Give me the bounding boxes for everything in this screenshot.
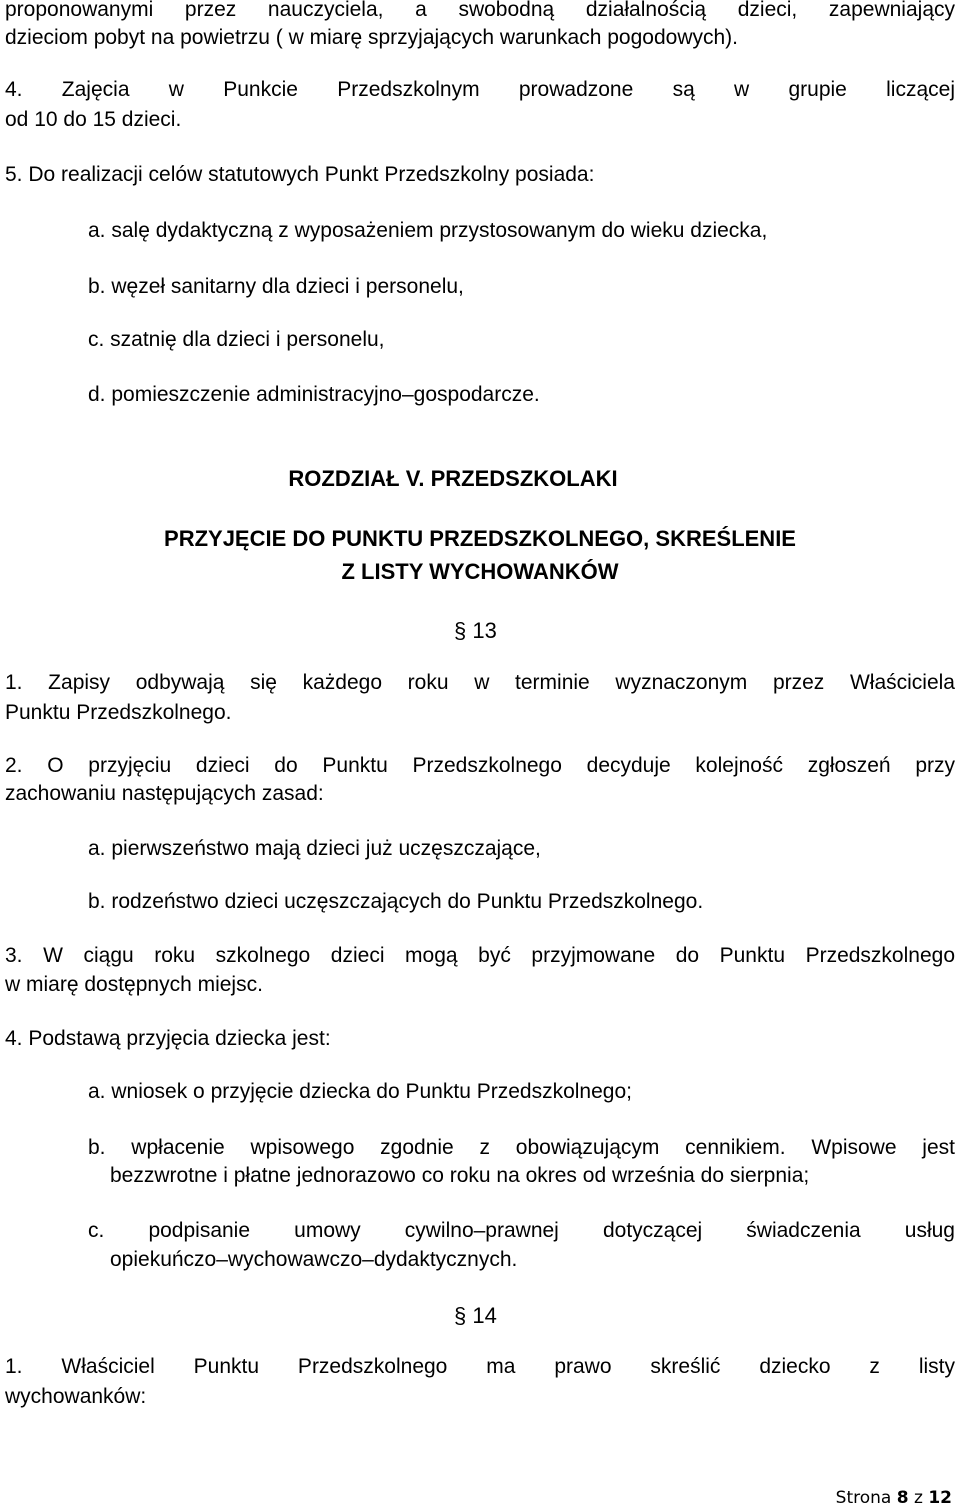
paragraph-4-line-2: od 10 do 15 dzieci.: [5, 108, 182, 131]
list-item-b: b. węzeł sanitarny dla dzieci i personelu,: [88, 275, 464, 298]
footer-total-pages: 12: [928, 1488, 952, 1508]
s13-paragraph-2-line-2: zachowaniu następujących zasad:: [5, 782, 324, 805]
s13-p4-item-a: a. wniosek o przyjęcie dziecka do Punktu Przedszkolnego;: [88, 1080, 632, 1103]
s13-list-item-a: a. pierwszeństwo mają dzieci już uczęszczające,: [88, 837, 541, 860]
page-footer: [836, 1488, 952, 1508]
section-14-heading: § 14: [454, 1303, 497, 1328]
footer-of: z: [913, 1488, 923, 1508]
s13-paragraph-3-line-2: w miarę dostępnych miejsc.: [5, 973, 263, 996]
s13-paragraph-3-line-1: 3. W ciągu roku szkolnego dzieci mogą być przyjmowane do Punktu Przedszkolnego: [5, 944, 955, 967]
s13-list-item-b: b. rodzeństwo dzieci uczęszczających do Punktu Przedszkolnego.: [88, 890, 704, 913]
chapter-title: ROZDZIAŁ V. PRZEDSZKOLAKI: [288, 466, 618, 491]
s13-p4-item-c-line-1: c. podpisanie umowy cywilno–prawnej dotyczącej świadczenia usług: [88, 1219, 955, 1242]
s13-paragraph-1-line-2: Punktu Przedszkolnego.: [5, 701, 232, 724]
list-item-c: c. szatnię dla dzieci i personelu,: [88, 328, 385, 351]
footer-page-number: 8: [896, 1488, 909, 1508]
section-13-heading: § 13: [454, 618, 497, 643]
s13-paragraph-2-line-1: 2. O przyjęciu dzieci do Punktu Przedszkolnego decyduje kolejność zgłoszeń przy: [5, 754, 955, 777]
paragraph-5: 5. Do realizacji celów statutowych Punkt Przedszkolny posiada:: [5, 163, 595, 186]
s14-paragraph-1-line-2: wychowanków:: [5, 1385, 147, 1408]
s14-paragraph-1-line-1: 1. Właściciel Punktu Przedszkolnego ma prawo skreślić dziecko z listy: [5, 1355, 955, 1378]
list-item-a: a. salę dydaktyczną z wyposażeniem przystosowanym do wieku dziecka,: [88, 219, 768, 242]
chapter-subtitle-line-2: Z LISTY WYCHOWANKÓW: [341, 559, 619, 584]
intro-line-2: dzieciom pobyt na powietrzu ( w miarę sprzyjających warunkach pogodowych).: [5, 26, 738, 49]
s13-paragraph-4: 4. Podstawą przyjęcia dziecka jest:: [5, 1027, 331, 1050]
s13-paragraph-1-line-1: 1. Zapisy odbywają się każdego roku w terminie wyznaczonym przez Właściciela: [5, 671, 955, 694]
s13-p4-item-b-line-1: b. wpłacenie wpisowego zgodnie z obowiązującym cennikiem. Wpisowe jest: [88, 1136, 955, 1159]
footer-label: Strona: [835, 1488, 892, 1508]
s13-p4-item-b-line-2: bezzwrotne i płatne jednorazowo co roku na okres od września do sierpnia;: [110, 1164, 810, 1187]
chapter-subtitle-line-1: PRZYJĘCIE DO PUNKTU PRZEDSZKOLNEGO, SKREŚLENIE: [164, 526, 796, 551]
s13-p4-item-c-line-2: opiekuńczo–wychowawczo–dydaktycznych.: [110, 1248, 518, 1271]
list-item-d: d. pomieszczenie administracyjno–gospodarcze.: [88, 383, 540, 406]
intro-line-1: proponowanymi przez nauczyciela, a swobodną działalnością dzieci, zapewniający: [5, 0, 955, 21]
paragraph-4-line-1: 4. Zajęcia w Punkcie Przedszkolnym prowadzone są w grupie liczącej: [5, 78, 955, 101]
